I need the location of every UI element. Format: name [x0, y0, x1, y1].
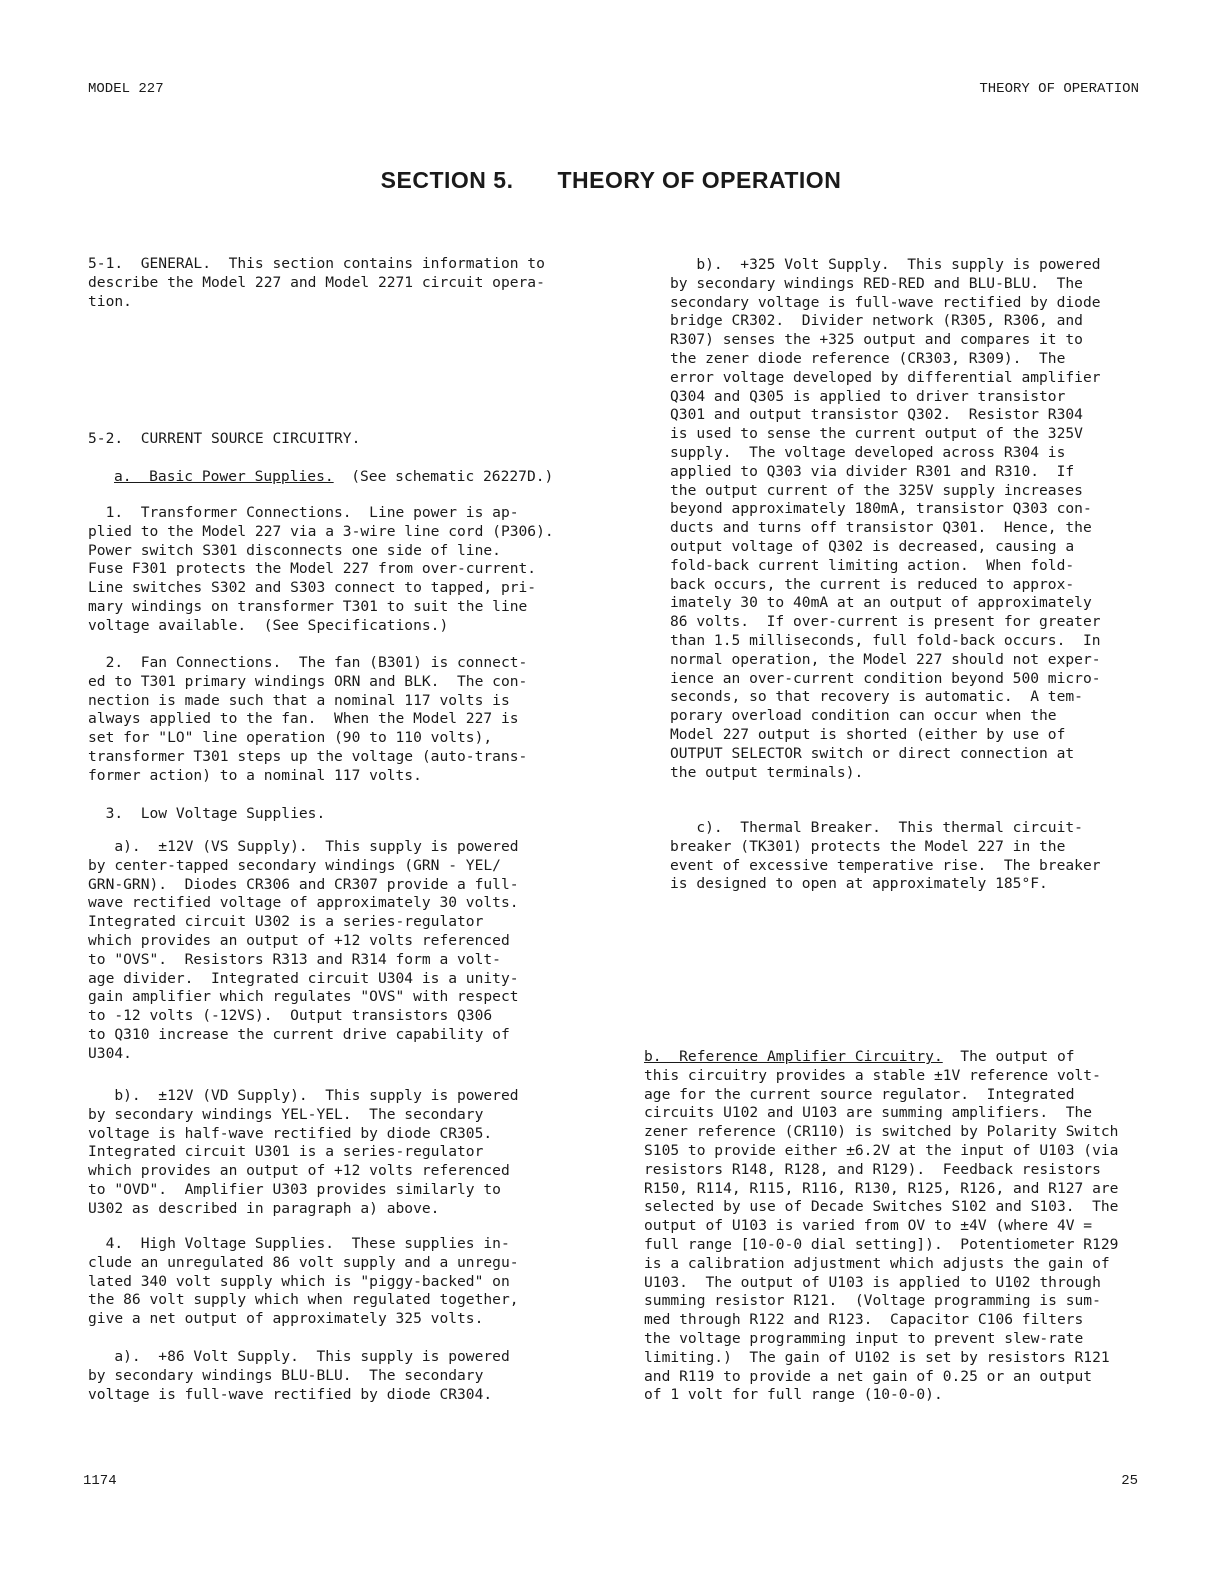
- heading-basic-power: [114, 468, 553, 487]
- paragraph-reference-amplifier: [644, 1048, 1118, 1405]
- basic-power-title: a. Basic Power Supplies.: [114, 468, 334, 485]
- paragraph-fan: 2. Fan Connections. The fan (B301) is connect- ed to T301 primary windings ORN and BLK. The con- nection is made such that a nominal 117 volts is always applied to the fan. When the Model 227 is set for "LO" line operation (90 to 110 volts), transformer T301 steps up the voltage (auto-trans- former action) to a nominal 117 volts.: [88, 654, 528, 784]
- header-model: MODEL 227: [88, 81, 164, 97]
- page-number: 25: [1121, 1473, 1138, 1489]
- section-number: SECTION 5.: [380, 167, 514, 193]
- reference-amplifier-body: this circuitry provides a stable ±1V reference volt- age for the current source regulator. Integrated circuits U102 and U103 are summing amplifiers. The zener reference (CR110) is switched by Polarity Switch S105 to provide either ±6.2V at the input of U103 (via resistors R148, R128, and R129). Feedback resistors R150, R114, R115, R116, R130, R125, R126, and R127 are selected by use of Decade Switches S102 and S103. The output of U103 is varied from OV to ±4V (where 4V = full range [10-0-0 dial setting]). Potentiometer R129 is a calibration adjustment which adjusts the gain of U103. The output of U103 is applied to U102 through summing resistor R121. (Voltage programming is sum- med through R122 and R123. Capacitor C106 filters the voltage programming input to prevent slew-rate limiting.) The gain of U102 is set by resistors R121 and R119 to provide a net gain of 0.25 or an output of 1 volt for full range (10-0-0).: [644, 1066, 1119, 1404]
- paragraph-vd-supply: b). ±12V (VD Supply). This supply is powered by secondary windings YEL-YEL. The secondary voltage is half-wave rectified by diode CR305. Integrated circuit U301 is a series-regulator which provides an output of +12 volts referenced to "OVD". Amplifier U303 provides similarly to U302 as described in paragraph a) above.: [88, 1087, 519, 1217]
- heading-low-voltage: 3. Low Voltage Supplies.: [88, 805, 326, 822]
- footer-doc-number: 1174: [83, 1473, 117, 1489]
- header-section: THEORY OF OPERATION: [979, 81, 1139, 97]
- reference-amplifier-title: b. Reference Amplifier Circuitry.: [644, 1048, 943, 1065]
- section-name: THEORY OF OPERATION: [557, 167, 842, 193]
- paragraph-transformer: 1. Transformer Connections. Line power is ap- plied to the Model 227 via a 3-wire line cord (P306). Power switch S301 disconnects one side of line. Fuse F301 protects the Model 227 from over-current. Line switches S302 and S303 connect to tapped, pri- mary windings on transformer T301 to suit the line voltage available. (See Specifications.): [88, 504, 554, 634]
- paragraph-plus325: b). +325 Volt Supply. This supply is powered by secondary windings RED-RED and BLU-BLU. The secondary voltage is full-wave rectified by diode bridge CR302. Divider network (R305, R306, and R307) senses the +325 output and compares it to the zener diode reference (CR303, R309). The error voltage developed by differential amplifier Q304 and Q305 is applied to driver transistor Q301 and output transistor Q302. Resistor R304 is used to sense the current output of the 325V supply. The voltage developed across R304 is applied to Q303 via divider R301 and R310. If the output current of the 325V supply increases beyond approximately 180mA, transistor Q303 con- ducts and turns off transistor Q301. Hence, the output voltage of Q302 is decreased, causing a fold-back current limiting action. When fold- back occurs, the current is reduced to approx- imately 30 to 40mA at an output of approximately 86 volts. If over-current is present for greater than 1.5 milliseconds, full fold-back occurs. In normal operation, the Model 227 should not exper- ience an over-current condition beyond 500 micro- seconds, so that recovery is automatic. A tem- porary overload condition can occur when the Model 227 output is shorted (either by use of OUTPUT SELECTOR switch or direct connection at the output terminals).: [670, 256, 1101, 781]
- paragraph-general: 5-1. GENERAL. This section contains information to describe the Model 227 and Model 2271 circuit opera- tion.: [88, 255, 545, 310]
- basic-power-note: (See schematic 26227D.): [333, 468, 554, 485]
- reference-amplifier-lead: The output of: [942, 1048, 1075, 1065]
- paragraph-plus86: a). +86 Volt Supply. This supply is powered by secondary windings BLU-BLU. The secondary voltage is full-wave rectified by diode CR304.: [88, 1348, 510, 1403]
- paragraph-vs-supply: a). ±12V (VS Supply). This supply is powered by center-tapped secondary windings (GRN - YEL/ GRN-GRN). Diodes CR306 and CR307 provide a full- wave rectified voltage of approximately 30 volts. Integrated circuit U302 is a series-regulator which provides an output of +12 volts referenced to "OVS". Resistors R313 and R314 form a volt- age divider. Integrated circuit U304 is a unity- gain amplifier which regulates "OVS" with respect to -12 volts (-12VS). Output transistors Q306 to Q310 increase the current drive capability of U304.: [88, 838, 519, 1062]
- page-title: [0, 167, 1222, 194]
- heading-current-source: 5-2. CURRENT SOURCE CIRCUITRY.: [88, 430, 361, 447]
- paragraph-high-voltage: 4. High Voltage Supplies. These supplies in- clude an unregulated 86 volt supply and a unregu- lated 340 volt supply which is "piggy-backed" on the 86 volt supply which when regulated together, give a net output of approximately 325 volts.: [88, 1235, 519, 1328]
- paragraph-thermal: c). Thermal Breaker. This thermal circuit- breaker (TK301) protects the Model 227 in the event of excessive temperative rise. The breaker is designed to open at approximately 185°F.: [670, 819, 1101, 893]
